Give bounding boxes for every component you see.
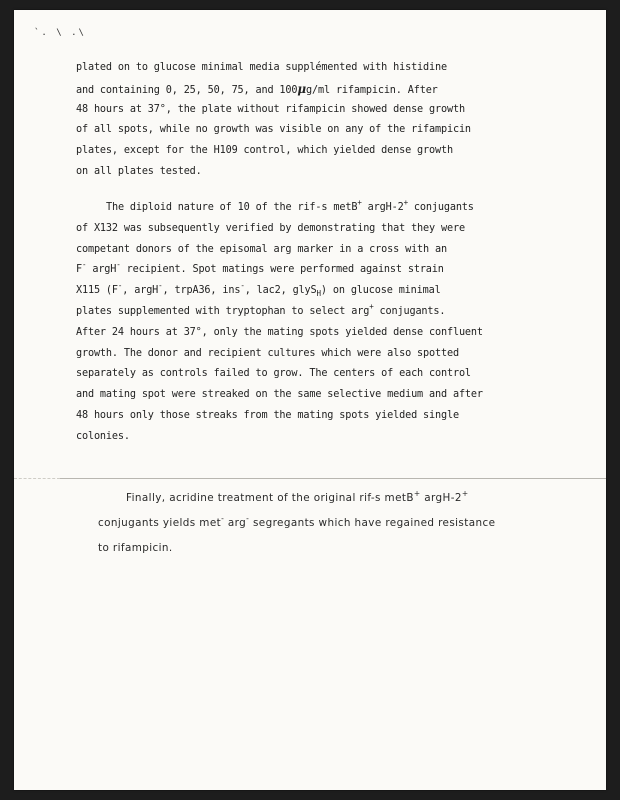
- text-line: The diploid nature of 10 of the rif-s metB+ argH-2+ conjugants: [106, 198, 474, 213]
- text-line: plates, except for the H109 control, which yielded dense growth: [76, 145, 453, 157]
- text-line: of all spots, while no growth was visible on any of the rifampicin: [76, 124, 471, 136]
- text-line: separately as controls failed to grow. The centers of each control: [76, 368, 471, 380]
- text-line: Finally, acridine treatment of the original rif-s metB+ argH-2+: [126, 489, 469, 504]
- paragraph-2: [76, 198, 536, 439]
- text-line: and containing 0, 25, 50, 75, and 100μg/ml rifampicin. After: [76, 81, 438, 96]
- text-line: X115 (F-, argH-, trpA36, ins-, lac2, glyS$_H$) on glucose minimal: [76, 281, 441, 299]
- text-line: growth. The donor and recipient cultures which were also spotted: [76, 347, 459, 359]
- text-line: to rifampicin.: [98, 542, 173, 554]
- paragraph-1: [76, 58, 536, 183]
- text-line: competant donors of the episomal arg marker in a cross with an: [76, 243, 447, 255]
- paste-edge-left: [14, 478, 60, 479]
- text-line: and mating spot were streaked on the same selective medium and after: [76, 389, 483, 401]
- text-line: 48 hours only those streaks from the mating spots yielded single: [76, 409, 459, 421]
- text-line: After 24 hours at 37°, only the mating spots yielded dense confluent: [76, 326, 483, 338]
- text-line: plates supplemented with tryptophan to select arg+ conjugants.: [76, 301, 446, 317]
- text-line-cut: colonies.: [76, 430, 130, 439]
- corner-mark: `. \ .\: [34, 28, 86, 38]
- text-line: of X132 was subsequently verified by demonstrating that they were: [76, 222, 465, 234]
- text-line: F- argH- recipient. Spot matings were performed against strain: [76, 260, 444, 276]
- mu-symbol: μ: [297, 81, 307, 96]
- text-line: conjugants yields met- arg- segregants which have regained resistance: [98, 514, 496, 529]
- pasted-paragraph-3: [84, 486, 554, 561]
- text-line: 48 hours at 37°, the plate without rifampicin showed dense growth: [76, 103, 465, 115]
- text-line: plated on to glucose minimal media supplémented with histidine: [76, 62, 447, 73]
- text-line: on all plates tested.: [76, 165, 202, 177]
- paste-edge: [60, 478, 606, 479]
